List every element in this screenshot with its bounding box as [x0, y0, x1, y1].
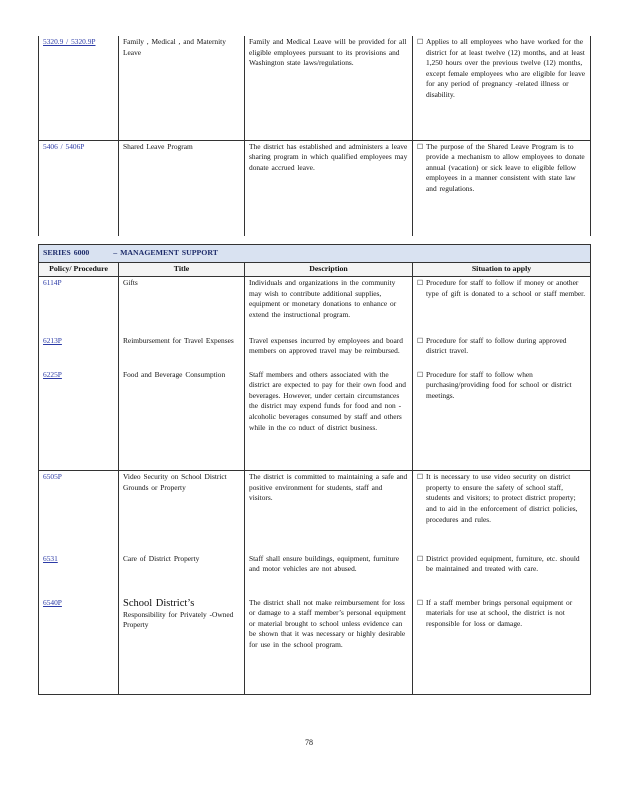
policy-description: The district is committed to maintaining a safe and positive environment for students, staff and visitors.	[245, 471, 413, 553]
page-number: 78	[305, 738, 313, 747]
checkbox-icon: ☐	[417, 554, 424, 563]
policy-situation: Applies to all employees who have worked for the district for at least twelve (12) months, and at least 1,250 hours over the previous twelve (12) months, except female employees who are eligible for leave for any period of pregnancy -related illness or disability.	[426, 37, 586, 99]
header-situation: Situation to apply	[413, 262, 591, 277]
policy-title: Gifts	[119, 277, 245, 335]
table-row	[39, 140, 591, 236]
policy-title: Food and Beverage Consumption	[119, 369, 245, 471]
policy-situation: District provided equipment, furniture, etc. should be maintained and treated with care.	[426, 553, 580, 574]
policy-description: The district has established and administers a leave sharing program in which qualified employees may donate accrued leave.	[245, 140, 413, 236]
checkbox-icon: ☐	[417, 598, 424, 607]
checkbox-icon: ☐	[417, 38, 424, 46]
series-code: SERIES 6000	[43, 248, 90, 257]
policy-description: Travel expenses incurred by employees and board members on approved travel may be reimbursed.	[245, 335, 413, 369]
policy-title: Family , Medical , and Maternity Leave	[119, 36, 245, 140]
policy-situation: If a staff member brings personal equipment or materials for use at school, the district is not responsible for loss or damage.	[426, 597, 573, 628]
checkbox-icon: ☐	[417, 142, 424, 151]
policy-link[interactable]: 5320.9 / 5320.9P	[43, 37, 96, 46]
series-name: MANAGEMENT SUPPORT	[120, 248, 218, 257]
policy-number: 6114P	[43, 278, 62, 288]
policy-title: Responsibility for Privately -Owned Property	[123, 609, 234, 630]
column-headers	[39, 262, 591, 277]
table-row	[39, 597, 591, 695]
checkbox-icon: ☐	[417, 370, 424, 379]
checkbox-icon: ☐	[417, 336, 424, 345]
policy-situation: Procedure for staff to follow when purchasing/providing food for school or district meetings.	[426, 369, 572, 400]
header-title: Title	[119, 262, 245, 277]
series-dash: –	[113, 248, 118, 257]
policy-link[interactable]: 6213P	[43, 335, 62, 345]
checkbox-icon: ☐	[417, 473, 424, 482]
table-row	[39, 277, 591, 335]
policy-title-large: School District’s	[123, 597, 195, 609]
policy-link[interactable]: 6540P	[43, 597, 62, 607]
policy-table-continued	[38, 36, 591, 236]
policy-situation: Procedure for staff to follow if money or another type of gift is donated to a school or staff member.	[426, 278, 586, 298]
policy-link[interactable]: 6531	[43, 553, 58, 563]
policy-description: Staff shall ensure buildings, equipment, furniture and motor vehicles are not abused.	[245, 553, 413, 597]
series-heading	[39, 245, 591, 263]
header-policy: Policy/ Procedure	[39, 262, 119, 277]
checkbox-icon: ☐	[417, 279, 424, 288]
policy-title: Video Security on School District Grounds or Property	[119, 471, 245, 553]
policy-description: Staff members and others associated with the district are expected to pay for their own food and beverages. However, under certain circumstances the district may expend funds for food and non -alcoholic beverages consumed by staff and others while in the co nduct of district business.	[245, 369, 413, 471]
policy-description: The district shall not make reimbursement for loss or damage to a staff member’s personal equipment or material brought to school unless evidence can be shown that it was necessary or highly desirable for use in the school program.	[245, 597, 413, 695]
table-row	[39, 36, 591, 140]
table-row	[39, 335, 591, 369]
table-row	[39, 369, 591, 471]
policy-link[interactable]: 6225P	[43, 369, 62, 379]
policy-title: Shared Leave Program	[119, 140, 245, 236]
header-description: Description	[245, 262, 413, 277]
policy-description: Family and Medical Leave will be provided for all eligible employees pursuant to its provisions and Washington state laws/regulations.	[245, 36, 413, 140]
table-row	[39, 471, 591, 553]
policy-title: Reimbursement for Travel Expenses	[119, 335, 245, 369]
policy-title: Care of District Property	[119, 553, 245, 597]
policy-situation: Procedure for staff to follow during approved district travel.	[426, 335, 567, 356]
policy-description: Individuals and organizations in the community may wish to contribute additional supplies, equipment or monetary donations to enhance or extend the instructional program.	[245, 277, 413, 335]
table-row	[39, 553, 591, 597]
policy-number: 5406 / 5406P	[43, 141, 85, 151]
policy-number: 6505P	[43, 472, 62, 482]
policy-situation: The purpose of the Shared Leave Program is to provide a mechanism to allow employees to donate annual (vacation) or sick leave to eligible fellow employees in a manner consistent with state law and regulations.	[426, 141, 585, 193]
series-6000-table	[38, 244, 591, 695]
policy-situation: It is necessary to use video security on district property to ensure the safety of school staff, students and visitors; to protect district property; and to aid in the enforcement of district policies, procedures and rules.	[426, 472, 578, 524]
